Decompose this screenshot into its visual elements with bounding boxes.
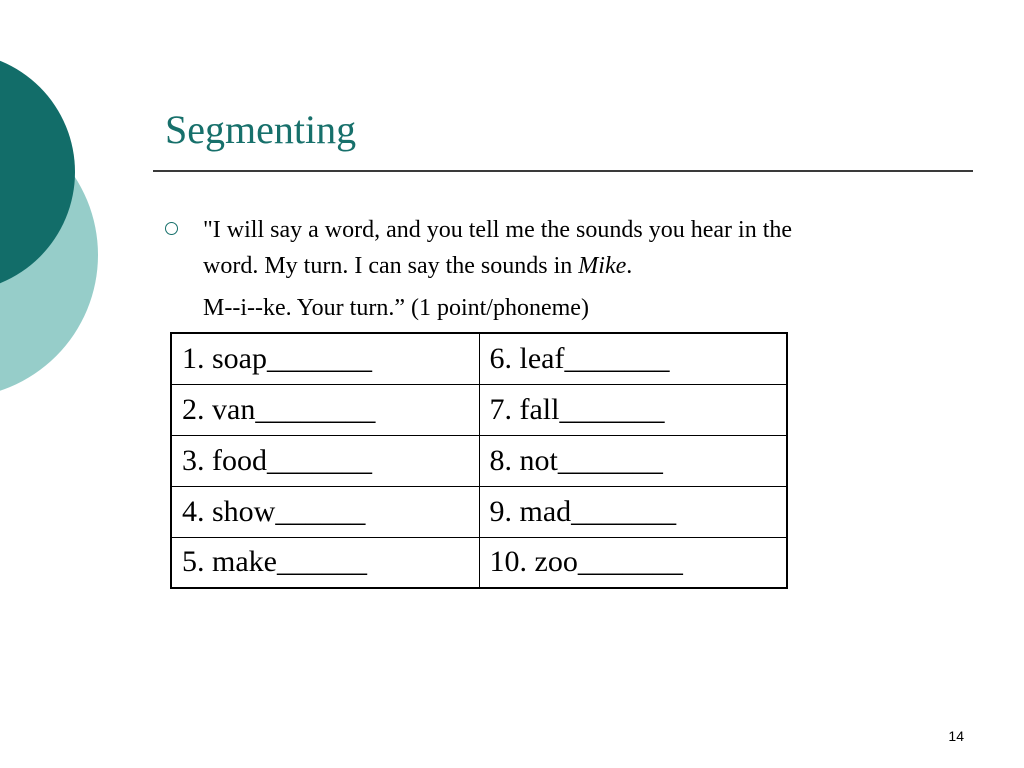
table-row [171,486,787,537]
word-cell: 1. soap_______ [171,333,479,384]
hollow-circle-bullet-icon [165,222,178,235]
word-cell: 2. van________ [171,384,479,435]
table-row [171,537,787,588]
table-row [171,333,787,384]
title-divider [153,170,973,172]
instruction-line-2-suffix: . [626,253,633,279]
instruction-example-word: Mike [578,253,627,279]
slide-title: Segmenting [165,107,357,152]
instruction-line-2-prefix: word. My turn. I can say the sounds in [203,253,579,279]
word-cell: 7. fall_______ [479,384,787,435]
instruction-line-3: M--i--ke. Your turn.” (1 point/phoneme) [203,295,589,321]
word-cell: 5. make______ [171,537,479,588]
table-row [171,384,787,435]
word-list-table [170,332,788,589]
word-cell: 10. zoo_______ [479,537,787,588]
word-cell: 9. mad_______ [479,486,787,537]
instruction-line-1: "I will say a word, and you tell me the sounds you hear in the [203,217,793,243]
table-row [171,435,787,486]
word-cell: 6. leaf_______ [479,333,787,384]
word-cell: 3. food_______ [171,435,479,486]
decorative-circles [0,0,110,420]
word-cell: 8. not_______ [479,435,787,486]
word-cell: 4. show______ [171,486,479,537]
page-number: 14 [948,728,964,744]
instruction-text [203,212,963,284]
